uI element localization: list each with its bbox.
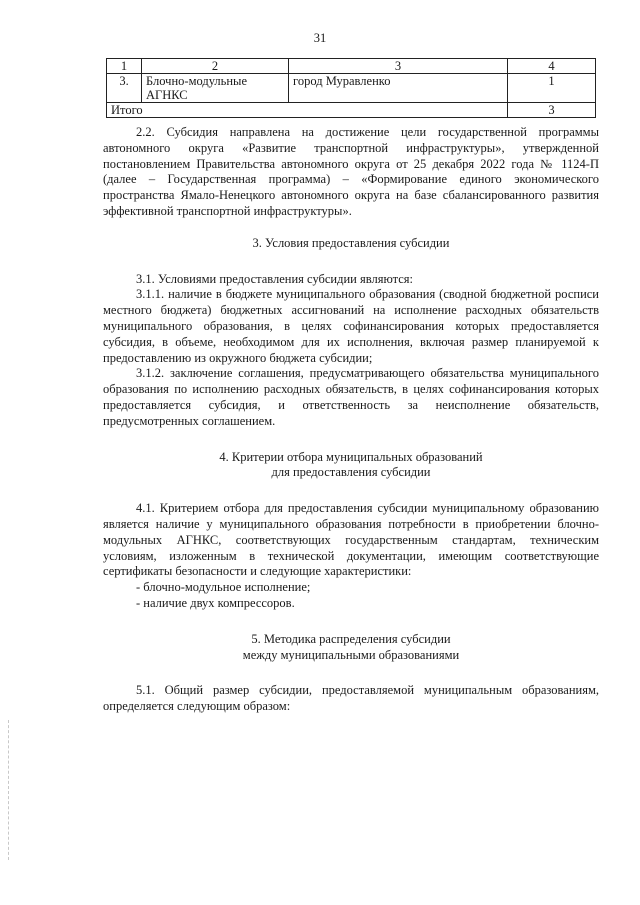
paragraph-2-2: 2.2. Субсидия направлена на достижение цели государственной программы автономного округа «Развитие транспортной инфраструктуры», утвержденной постановлением Правительства автономного округа от 25 декабря 2022 года № 1124-П (далее – Государственная программа) – «Формирование единого экономического пространства Ямало-Ненецкого автономного округа на базе сбалансированного развития эффективной транспортной инфраструктуры».: [103, 125, 599, 218]
section-5-title-line2: между муниципальными образованиями: [242, 647, 460, 662]
page-number: 31: [313, 31, 327, 45]
table-header-cell: 3: [289, 59, 508, 74]
document-body: [103, 125, 599, 715]
table-header-cell: 1: [107, 59, 142, 74]
row-quantity-cell: 1: [508, 74, 596, 103]
paragraph-3-1-2: 3.1.2. заключение соглашения, предусматривающего обязательства муниципального образования по исполнению расходных обязательств, в целях софинансирования которых предоставляется субсидия, и ответственность за неисполнение обязательств, предусмотренных соглашением.: [103, 366, 599, 428]
paragraph-3-1: 3.1. Условиями предоставления субсидии являются:: [136, 271, 414, 286]
table-header-cell: 4: [508, 59, 596, 74]
row-city-cell: город Муравленко: [289, 74, 508, 103]
list-item: - наличие двух компрессоров.: [136, 595, 295, 610]
table-header-row: [107, 59, 596, 74]
row-name-cell: Блочно-модульные АГНКС: [142, 74, 289, 103]
paragraph-4-1: 4.1. Критерием отбора для предоставления субсидии муниципальному образованию является наличие у муниципального образования потребности в приобретении блочно-модульных АГНКС, соответствующих государственным стандартам, техническим условиям, изложенным в технической документации, имеющим соответствующие сертификаты безопасности и следующие характеристики:: [103, 501, 599, 579]
section-4-title-line2: для предоставления субсидии: [271, 465, 431, 480]
total-value-cell: 3: [508, 103, 596, 118]
list-item: - блочно-модульное исполнение;: [136, 580, 311, 595]
paragraph-5-1: 5.1. Общий размер субсидии, предоставляемой муниципальным образованиям, определяется следующим образом:: [103, 683, 599, 714]
table-total-row: [107, 103, 596, 118]
section-4-title-line1: 4. Критерии отбора муниципальных образований: [219, 449, 483, 464]
allocation-table: [106, 58, 596, 118]
section-5-title-line1: 5. Методика распределения субсидии: [251, 631, 451, 646]
section-3-title: 3. Условия предоставления субсидии: [252, 235, 450, 250]
total-label-cell: Итого: [107, 103, 508, 118]
table-row: [107, 74, 596, 103]
table-header-cell: 2: [142, 59, 289, 74]
row-number-cell: 3.: [107, 74, 142, 103]
scan-margin-mark: [8, 720, 10, 860]
paragraph-3-1-1: 3.1.1. наличие в бюджете муниципального образования (сводной бюджетной росписи местного бюджета) бюджетных ассигнований на исполнение расходных обязательств муниципального образования, в целях софинансирования которых предоставляется субсидия, в объеме, необходимом для их исполнения, включая размер планируемой к предоставлению из окружного бюджета субсидии;: [103, 287, 599, 365]
